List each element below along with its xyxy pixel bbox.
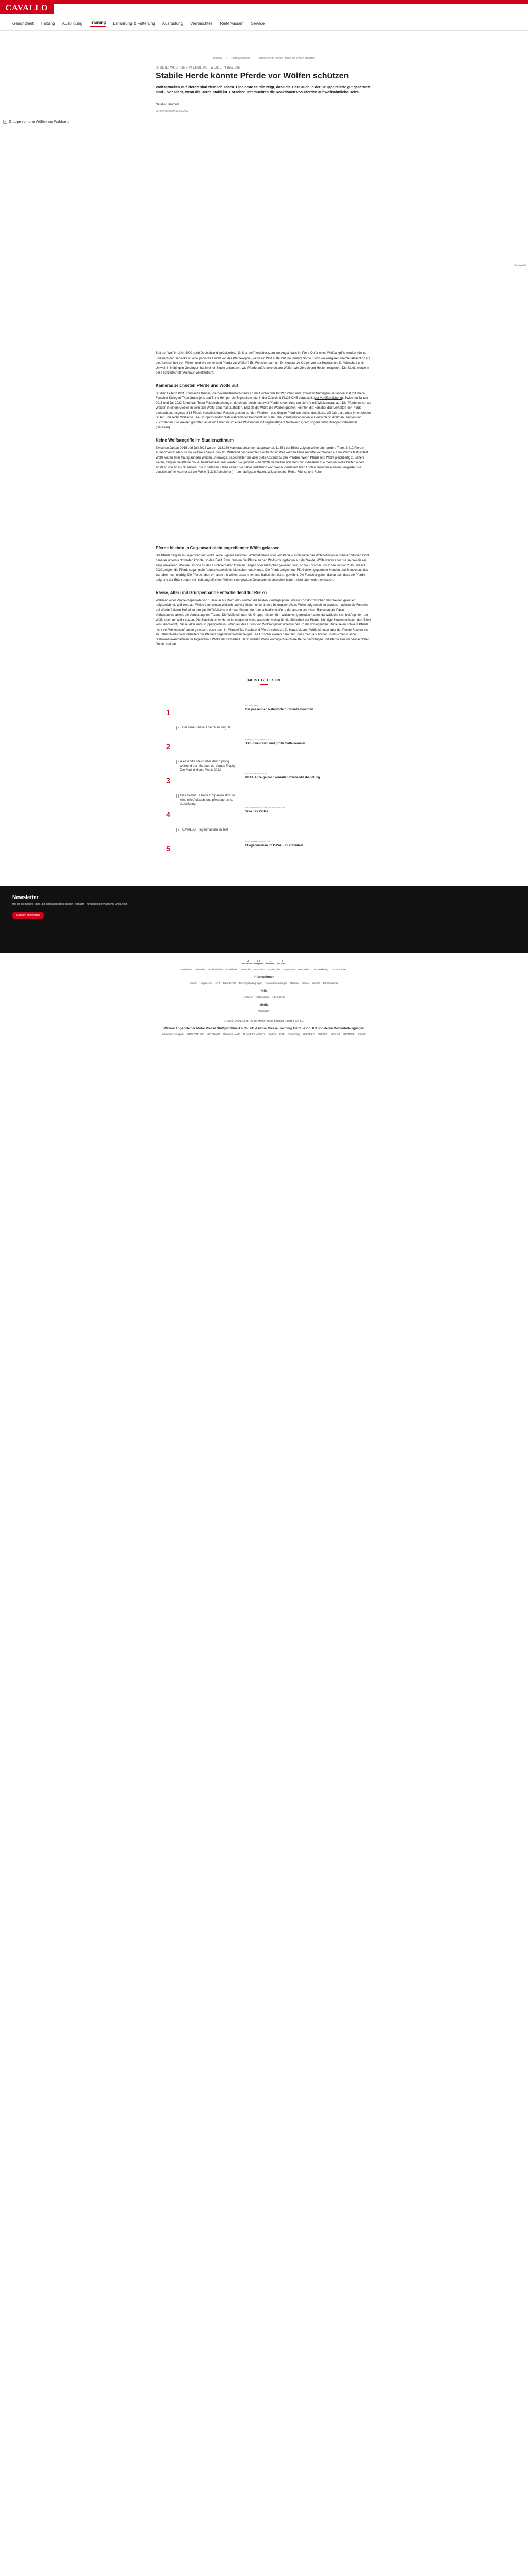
footer-primary-link-8[interactable]: Datenschutz: [298, 968, 311, 971]
broken-image-icon: [176, 794, 179, 798]
pinterest-label: Pinterest: [265, 962, 274, 965]
teaser-text: [245, 828, 362, 848]
paragraph-1: Seit der Wolf im Jahr 2000 nach Deutschland zurückkehrte, fühlt er bei Pferdebesitzern zur Angst, dass ihr Pferd Opfer eines Wolfsangriffs werden könnte – und auch der Gedanke an eine panische Flucht von der Pferdekoppel, wenn ein Wolf auftaucht, beunruhigt Sorge. Doch wie reagieren Pferde tatsächlich auf die Anwesenheit von Wölfen und wie sicher sind Pferde vor Wölfen? Ein Forscherteam um Dr. Konstanze Krüger von der Hochschule für Wirtschaft und Umwelt in Nürtingen-Geislingen hat in einer Studie untersucht, wie Pferde auf Anzeichen von Wölfen wie Geruch und Heulen reagieren. Die Studie wurde in der Fachzeitschrift "Animals" veröffentlicht.: [156, 352, 370, 375]
nav-item-ausbildung[interactable]: Ausbildung: [62, 21, 83, 26]
hero-image: [0, 118, 528, 351]
teaser-image: [176, 828, 240, 855]
rank-number: 4: [166, 810, 170, 819]
rank-number: 2: [166, 742, 170, 751]
site-footer: [0, 960, 528, 1036]
most-read-item-2[interactable]: [166, 726, 362, 753]
footer-info-link-1[interactable]: Impressum: [200, 981, 212, 985]
footer-info-link-4[interactable]: Nutzungsbedingungen: [239, 981, 262, 985]
publisher-link-5[interactable]: Outdoor: [268, 1032, 276, 1036]
pinterest-icon: [269, 960, 271, 962]
footer-primary-link-1[interactable]: Heft-Abo: [195, 968, 205, 971]
footer-info-link-3[interactable]: Datenschutz: [223, 981, 236, 985]
footer-primary-link-3[interactable]: Kioskfinder: [226, 968, 238, 971]
instagram-label: Instagram: [253, 962, 263, 965]
publisher-link-10[interactable]: Motorrad: [331, 1032, 340, 1036]
breadcrumb-separator: ›: [226, 57, 227, 60]
footer-info-link-0[interactable]: Kontakt: [189, 981, 197, 985]
teaser-text: [245, 760, 362, 780]
newsletter-banner: [0, 886, 528, 953]
newsletter-subscribe-button[interactable]: Erhalten abonnieren: [12, 912, 44, 919]
publisher-link-2[interactable]: Men's Health: [207, 1032, 221, 1036]
teaser-headline: Fliegenmasken im CAVALLO Praxistest: [245, 844, 304, 848]
publisher-link-7[interactable]: Caravaning: [287, 1032, 300, 1036]
breadcrumb-separator: ›: [253, 57, 255, 60]
newsletter-subtitle: Hol dir alle heißen Tipps und Inspiration direkt in dein Postfach – für noch mehr Harmonie und Erfolg!: [12, 902, 128, 906]
facebook-label: Facebook: [242, 962, 252, 965]
teaser-headline: Viva Las Perlas: [245, 810, 268, 814]
teaser-image-alt: CAVALLO Fliegenmasken im Test: [182, 828, 228, 832]
youtube-label: YouTube: [276, 962, 286, 965]
publisher-heading: Weitere Angebote der Motor Presse Stuttgart GmbH & Co. KG & Motor Presse Hamburg GmbH & Co. KG und deren Medienbeteiligungen: [163, 1027, 365, 1030]
publisher-link-4[interactable]: RUNNER'S WORLD: [243, 1032, 265, 1036]
facebook-icon: [246, 960, 249, 962]
footer-links-1: [0, 968, 528, 971]
site-logo[interactable]: CAVALLO: [0, 2, 54, 14]
youtube-icon: [280, 960, 283, 962]
teaser-kicker: GESUNDHEIT | SPORT: [245, 772, 268, 775]
author-link[interactable]: Natalie Hammers: [156, 103, 180, 106]
teaser-kicker: EIN ANDALUSIER PRESSE AUF GESTÜT: [245, 806, 285, 809]
section-title-kameras: Kameras zeichneten Pferde und Wölfe auf: [156, 383, 238, 388]
paragraph-2-text-cont: ). Zwischen Januar 2015 und Juli 2022 führte das Team Feldbeobachtungen durch und zeichnete zwei Pferdeherden rund um die Uhr mit Wildkameras auf. Die Pferde lebten auf Weiden in einem Gebiet, in dem sich Wölfe dauerhaft aufhalten. Erst als die Wölfe die Weiden querten, konnten die Forscher das Verhalten der Pferde beobachten. Insgesamt 13 Pferde verschiedener Rassen grasten auf den Weiden – das jüngste Pferd war sechs, das älteste 29 Jahre alt, unter ihnen sieben Stuten und sechs Wallache. Die Gruppenstruktur blieb während der Beobachtung stabil. Die Pferdeweiden lagen in Deutschland direkt an Hängen und Zuchtstätten. Die Weiden grenzten an einen Lebensraum eines Wolfsrudels mit regelmäßigem Nachwuchs, dem sogenannten Knappenrode-Rudel (Sachsen).: [156, 397, 371, 429]
footer-links-3: [0, 996, 528, 998]
hero-image-alt: [3, 120, 69, 124]
teaser-kicker: FLIEGENMASKEN IM TEST: [245, 840, 272, 843]
footer-info-link-9[interactable]: Barrierefreiheit: [323, 981, 339, 985]
broken-image-icon: [176, 726, 180, 730]
article-lead: Wolfsattacken auf Pferde sind ziemlich selten. Eine neue Studie zeigt, dass die Tiere auch in der Gruppe relativ gut geschützt sind – vor allem, wenn die Herde stabil ist. Forscher untersuchten die Reaktionen von Pferden auf wolfsähnliche Reize.: [156, 86, 371, 94]
paragraph-2: [156, 392, 372, 431]
footer-info-link-7[interactable]: Presse: [301, 981, 309, 985]
ad-slot: [156, 481, 372, 538]
nav-item-ausruestung[interactable]: Ausrüstung: [162, 21, 184, 26]
breadcrumb-item-pferdeverhalten[interactable]: Pferdeverhalten: [231, 57, 250, 60]
social-links: [0, 960, 528, 965]
newsletter-title: Newsletter: [12, 894, 39, 901]
footer-heading-info: Informationen: [254, 975, 274, 979]
broken-image-icon: [3, 120, 7, 124]
footer-primary-link-0[interactable]: Newsletter: [182, 968, 193, 971]
footer-help-link-2[interactable]: Abo & Hefte: [272, 995, 285, 998]
publisher-link-12[interactable]: Cavallo: [358, 1032, 366, 1036]
teaser-image: [176, 726, 240, 753]
instagram-link[interactable]: [255, 960, 262, 965]
teaser-headline: PETA-Anzeige nach erneuter Pferde-Misshandlung: [245, 776, 320, 779]
section-title-rasse: Rasse, Alter und Gruppenbande entscheidend für Risiko: [156, 590, 267, 595]
footer-primary-link-2[interactable]: Einzelheft-Abo: [208, 968, 223, 971]
publisher-link-3[interactable]: Women's Health: [223, 1032, 240, 1036]
copyright: © 2024 CAVALLO ist Teil der Motor Presse Stuttgart GmbH & Co. KG: [224, 1019, 304, 1023]
teaser-kicker: GESUNDHEIT: [245, 704, 259, 707]
footer-links-2: [0, 982, 528, 985]
footer-heading-media: Media: [259, 1003, 269, 1007]
most-read-underline: [260, 684, 268, 685]
section-title-keine-angriffe: Keine Wolfsangriffe im Studienzeitraum: [156, 437, 234, 443]
teaser-image-alt: Das Gestüt La Perla in Spanien stritt für eine tolle Aufzucht und pferdegerechte Ausbildung.: [180, 794, 235, 806]
teaser-image: [176, 794, 240, 821]
footer-help-link-1[interactable]: Datenschutz: [256, 995, 270, 998]
teaser-text: [245, 726, 362, 746]
article-header: [156, 57, 372, 116]
rank-number: 5: [166, 844, 170, 853]
breadcrumb-current: Stabile Herde könnte Pferde vor Wölfen schützen: [258, 57, 316, 60]
site-header: [0, 0, 528, 31]
article-headline: Stabile Herde könnte Pferde vor Wölfen schützen: [156, 72, 349, 80]
publish-date: Veröffentlicht am 16.08.2023: [156, 110, 372, 116]
most-read-item-3[interactable]: [166, 760, 362, 787]
teaser-image-alt: Der neue Cheval Liberté Touring XL: [182, 726, 232, 730]
brand-row: [0, 4, 528, 16]
brand-color-bar: [0, 0, 528, 4]
nav-item-reiterwissen[interactable]: Reiterwissen: [220, 21, 244, 26]
nav-item-ernaehrung[interactable]: Ernährung & Fütterung: [113, 21, 155, 26]
teaser-image-alt: Alessandra Reich über dem Sprung während der Marques de Vargas Trophy Zur Madrid Horse Week 2022: [180, 760, 236, 772]
teaser-text: [245, 692, 362, 712]
footer-primary-link-10[interactable]: Für Mitarbeiter: [331, 968, 346, 971]
main-nav: [0, 16, 528, 31]
pinterest-link[interactable]: [266, 960, 273, 965]
most-read-item-5[interactable]: [166, 828, 362, 855]
publisher-link-9[interactable]: FLIEGER: [317, 1032, 328, 1036]
footer-info-link-8[interactable]: Karriere: [311, 981, 320, 985]
teaser-text: [245, 794, 362, 814]
article-body: [156, 351, 372, 648]
most-read-item-4[interactable]: [166, 794, 362, 821]
nav-item-training[interactable]: Training: [90, 20, 106, 27]
youtube-link[interactable]: [277, 960, 285, 965]
nav-item-haltung[interactable]: Haltung: [40, 21, 55, 26]
publisher-link-1[interactable]: AUTO ZEITUNG: [186, 1032, 204, 1036]
article-kicker: STUDIE: WOLF UND PFERDE AUF WEIDE IN BAYERN: [156, 66, 241, 70]
teaser-image: [176, 692, 240, 719]
nav-item-service[interactable]: Service: [251, 21, 265, 26]
paragraph-4: Die Pferde zeigten in Gegenwart der Wölfe keine Signale zeitlichen Wohlbefindens oder von Panik – auch wenn das Wohlbefinden in früheren Studien nicht genauer untersucht werden könnte, so das Fazit. Zwar rannten die Pferde an den Wolfsichtungstagen auf der Weide, Wölfe waren aber nur an drei dieser Tage anwesend. Weitere Gründe für das Fluchtverhalten könnten Fliegen oder Menschen gewesen sein, so die Forscher. Zwischen Januar 2015 und Juli 2022 zeigten die Pferde sogar mehr Aufmerksamkeit für Menschen und Hunde. Die Pferde zeigten nur Pfählichkeit gegenüber Hunden und Menschen, das war aber noch niedrig. Die Pferde leben oft lange mit Wölfen zusammen und haben sich daran gewöhnt. Die Forscher gehen davon aus, dass die Pferde aufgrund der Erfahrungen mit nicht angreifenden Wölfen eine gewisse Gelassenheit entwickelt haben, nicht aber verlernen haben.: [156, 554, 369, 582]
breadcrumb-item-training[interactable]: Training: [212, 57, 222, 60]
paragraph-5: Während einer Vergleichsperiode von 1. Januar bis März 2022 wurden die beiden Pferdegruppen und ein Korridor zwischen den Weiden genauer aufgezeichnet. Während auf Weide 1 mit einem Wallach und vier Stuten unverändert 16 jungsten Alters Wölfe aufgezeichnet wurden, machten die Forscher auf Weide 2 deren Hof, einer gruppe fünf Wallache und zwei Stuten, die unterschiedliche Werte der aus untersuchten Rasse ergab. Diese Verhaltensvariablen, die Vermutung des Teams: Die Wölfe könnten die Gruppe mit den fünf Wallachen gemieden haben, da Wallache sich bei Angriffen der Wölfe eher zur Wehr setzen. Die Stabilität einer Herde ist möglicherweise also sehr wichtig für die Sicherheit der Pferde. Künftige Studien müssten den Effekt von Geschlecht, Rasse, Alter und Gruppengröße in Bezug auf das Risiko von Wolfsangriffen untersuchen. In der vorliegenden Studie seien schwere Pferde nicht mit Wölfen konfrontiert gewesen, doch auch im Wandel Tap-Nacht sind Pferde schwach. Zu Hauptfaktoren Wölfe könnten aber der Pferde Rassen sich zu unterschiedlichem Verhalten der Pferden gegenüber Wölfen zeigen. Die Forscher weisen daraufhin, dass mehr als 1/3 der untersuchten Fläche Stallkamera-Aufnahmen im Tagesverlauf Wölfe der Sicherheit. Dann würden Wölfe womöglich leichtere Beute bevorzugen und Pferde eine im beobachteten Gebiet meiden.: [156, 599, 371, 646]
footer-info-link-6[interactable]: Werben: [290, 981, 299, 985]
publisher-link-6[interactable]: BIKE: [279, 1032, 285, 1036]
publisher-link-8[interactable]: ROADBIKE: [302, 1032, 315, 1036]
publication-link[interactable]: zur Veröffentlichung: [315, 397, 342, 400]
paragraph-3: Zwischen Januar 2015 und Juli 2022 wurden 213.179 Kameraaufnahmen ausgewertet. 11.561 der Bilder zeigten Wölfe oder andere Tiere, 2.412 Pferde-Aufnahmen wurden für die weitere Analyse genutzt. Während der gesamten Beobachtungszeit wurden keine Angriffe von Wölfen auf die Pferde festgestellt. Wölfe waren zwar häufig auf den Weiden unterwegs, dabei hielten sie aber stets Abstand zu den Pferden. Wenn Pferde und Wölfe gleichzeitig zu sehen waren, zeigten die Pferde mal Aufmerksamkeit, mal wurden sie ignoriert – die Wölfe verhielten sich stets zurückhaltend. Die meisten Wölfe hielten einen Abstand von 10 bis 30 Metern, nur in seltenen Fällen kamen sie näher. Auffallend war: Wenn Pferde mit ihren Fohlen zusammen waren, reagierten sie deutlich aufmerksamer auf die Wölfe (1.313 Aufnahmen) – am häufigsten Hasen, Wildschweine, Rehe, Füchse und Rehe.: [156, 446, 369, 474]
footer-primary-link-6[interactable]: Cavallo Plus: [267, 968, 280, 971]
rank-number: 3: [166, 776, 170, 785]
publisher-link-0[interactable]: auto motor und sport: [162, 1032, 184, 1036]
footer-primary-link-4[interactable]: Heftarchiv: [240, 968, 251, 971]
footer-media-link-0[interactable]: Mediadaten: [258, 1009, 270, 1012]
footer-info-link-5[interactable]: Cookie-Einstellungen: [265, 981, 288, 985]
hero-alt-text: Gruppe von drei Wölfen am Waldrand: [9, 120, 70, 124]
footer-primary-link-9[interactable]: Für Marketing: [314, 968, 328, 971]
broken-image-icon: [176, 828, 180, 832]
teaser-kicker: FAHRZEUGE | ANHÄNGER: [245, 738, 272, 741]
most-read-title: MEIST GELESEN: [248, 678, 280, 682]
rank-number: 1: [166, 708, 170, 717]
footer-heading-help: Hilfe: [260, 989, 268, 993]
nav-item-vermischtes[interactable]: Vermischtes: [190, 21, 213, 26]
breadcrumb: [156, 57, 372, 63]
nav-item-gesundheit[interactable]: Gesundheit: [12, 21, 34, 26]
teaser-headline: XXL-Innenraum und große Sattelkammer: [245, 742, 306, 745]
most-read-section: [166, 679, 362, 855]
publisher-link-11[interactable]: PROMOBIL: [343, 1032, 355, 1036]
section-title-gelassen: Pferde blieben in Gegenwart nicht angreifender Wölfe gelassen: [156, 545, 280, 550]
broken-image-icon: [176, 760, 178, 764]
footer-info-link-2[interactable]: AGB: [215, 981, 220, 985]
teaser-image: [176, 760, 240, 787]
instagram-icon: [257, 960, 260, 962]
most-read-item-1[interactable]: [166, 692, 362, 719]
footer-links-4: [0, 1010, 528, 1012]
hero-credit: Foto: IMAGO: [514, 264, 526, 266]
teaser-headline: Die passenden Nährstoffe für Pferde-Senioren: [245, 708, 314, 711]
paragraph-2-text: Studien Leiterin Prof. Konstanze Krüger, Pferdeverhaltensforscherin an der Hochschule für Wirtschaft und Umwelt in Nürtingen-Geislingen, hat mit ihrem Forscher-Kollegen Theo Gruentjens und Enno Hempel die Ergebnisse jetzt in der Zeitschrift PLOS ONE vorgestellt (: [156, 392, 365, 400]
footer-primary-link-5[interactable]: Probeabo: [254, 968, 265, 971]
publisher-links: [0, 1033, 528, 1036]
footer-primary-link-7[interactable]: Impressum: [283, 968, 295, 971]
article-page: [0, 57, 528, 1036]
facebook-link[interactable]: [243, 960, 251, 965]
footer-help-link-0[interactable]: Heftarchiv: [243, 995, 254, 998]
